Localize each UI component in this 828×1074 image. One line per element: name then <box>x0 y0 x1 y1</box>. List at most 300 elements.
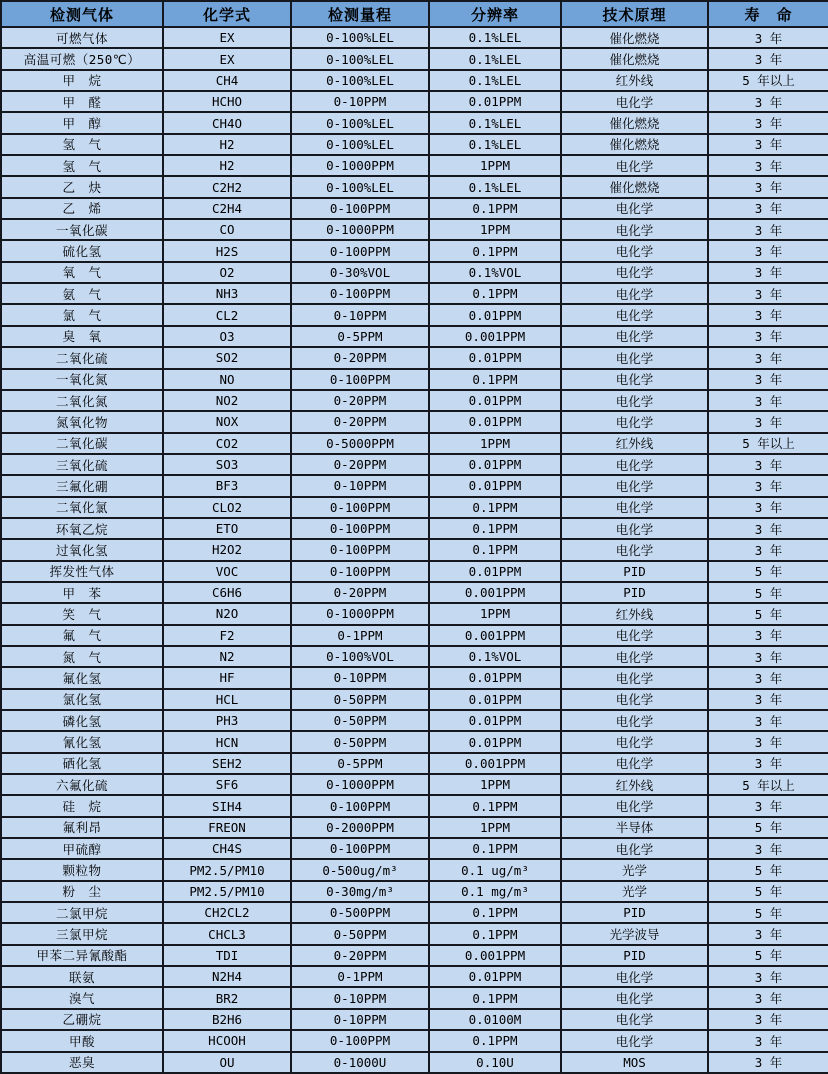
cell-gas: 乙硼烷 <box>1 1009 163 1030</box>
cell-principle: 红外线 <box>561 603 708 624</box>
cell-gas: 氢 气 <box>1 155 163 176</box>
cell-formula: BR2 <box>163 987 291 1008</box>
cell-life: 3 年 <box>708 304 828 325</box>
cell-formula: NH3 <box>163 283 291 304</box>
cell-resolution: 0.1PPM <box>429 198 561 219</box>
cell-principle: 电化学 <box>561 390 708 411</box>
cell-range: 0-50PPM <box>291 923 429 944</box>
cell-formula: F2 <box>163 625 291 646</box>
cell-principle: 电化学 <box>561 411 708 432</box>
cell-principle: 电化学 <box>561 753 708 774</box>
cell-life: 3 年 <box>708 48 828 69</box>
cell-resolution: 0.01PPM <box>429 667 561 688</box>
table-row <box>1 497 828 518</box>
table-row <box>1 475 828 496</box>
cell-gas: 氮 气 <box>1 646 163 667</box>
cell-resolution: 0.01PPM <box>429 411 561 432</box>
cell-life: 3 年 <box>708 753 828 774</box>
cell-life: 5 年以上 <box>708 433 828 454</box>
cell-range: 0-100%LEL <box>291 70 429 91</box>
cell-gas: 甲 醇 <box>1 112 163 133</box>
table-row <box>1 731 828 752</box>
cell-principle: 电化学 <box>561 838 708 859</box>
cell-formula: PM2.5/PM10 <box>163 859 291 880</box>
table-row <box>1 27 828 48</box>
cell-gas: 颗粒物 <box>1 859 163 880</box>
cell-gas: 氨 气 <box>1 283 163 304</box>
column-header-resolution: 分辨率 <box>429 1 561 27</box>
cell-principle: 红外线 <box>561 70 708 91</box>
cell-principle: 半导体 <box>561 817 708 838</box>
table-header <box>1 1 828 27</box>
cell-formula: PH3 <box>163 710 291 731</box>
cell-gas: 六氟化硫 <box>1 774 163 795</box>
cell-resolution: 0.1%LEL <box>429 176 561 197</box>
cell-life: 5 年 <box>708 603 828 624</box>
cell-formula: HCL <box>163 689 291 710</box>
cell-gas: 恶臭 <box>1 1052 163 1074</box>
cell-principle: 红外线 <box>561 774 708 795</box>
cell-formula: C2H2 <box>163 176 291 197</box>
cell-resolution: 1PPM <box>429 817 561 838</box>
table-row <box>1 987 828 1008</box>
table-row <box>1 859 828 880</box>
cell-range: 0-50PPM <box>291 689 429 710</box>
table-row <box>1 838 828 859</box>
cell-range: 0-1000PPM <box>291 603 429 624</box>
cell-resolution: 0.1PPM <box>429 838 561 859</box>
cell-resolution: 0.01PPM <box>429 304 561 325</box>
cell-range: 0-50PPM <box>291 710 429 731</box>
cell-formula: H2O2 <box>163 539 291 560</box>
table-row <box>1 347 828 368</box>
cell-range: 0-10PPM <box>291 1009 429 1030</box>
cell-resolution: 0.1%LEL <box>429 70 561 91</box>
cell-life: 5 年 <box>708 582 828 603</box>
cell-range: 0-5000PPM <box>291 433 429 454</box>
cell-range: 0-100PPM <box>291 795 429 816</box>
cell-gas: 高温可燃（250℃） <box>1 48 163 69</box>
table-row <box>1 625 828 646</box>
cell-gas: 二氧化碳 <box>1 433 163 454</box>
table-row <box>1 262 828 283</box>
table-row <box>1 881 828 902</box>
cell-life: 3 年 <box>708 539 828 560</box>
column-header-formula: 化学式 <box>163 1 291 27</box>
cell-formula: PM2.5/PM10 <box>163 881 291 902</box>
cell-formula: CH4S <box>163 838 291 859</box>
table-row <box>1 198 828 219</box>
cell-gas: 臭 氧 <box>1 326 163 347</box>
table-body <box>1 27 828 1073</box>
cell-principle: 电化学 <box>561 347 708 368</box>
cell-life: 3 年 <box>708 91 828 112</box>
column-header-principle: 技术原理 <box>561 1 708 27</box>
cell-gas: 甲 烷 <box>1 70 163 91</box>
cell-principle: 电化学 <box>561 304 708 325</box>
cell-range: 0-1000PPM <box>291 155 429 176</box>
cell-range: 0-30mg/m³ <box>291 881 429 902</box>
cell-resolution: 0.1%VOL <box>429 262 561 283</box>
cell-gas: 乙 炔 <box>1 176 163 197</box>
cell-formula: HCOOH <box>163 1030 291 1051</box>
cell-formula: NOX <box>163 411 291 432</box>
cell-formula: C2H4 <box>163 198 291 219</box>
cell-principle: PID <box>561 902 708 923</box>
cell-range: 0-1000PPM <box>291 219 429 240</box>
cell-principle: 催化燃烧 <box>561 112 708 133</box>
cell-principle: 电化学 <box>561 689 708 710</box>
cell-life: 3 年 <box>708 411 828 432</box>
cell-principle: 光学 <box>561 859 708 880</box>
cell-range: 0-5PPM <box>291 753 429 774</box>
cell-principle: 电化学 <box>561 219 708 240</box>
cell-life: 3 年 <box>708 689 828 710</box>
cell-principle: 电化学 <box>561 283 708 304</box>
cell-life: 5 年 <box>708 561 828 582</box>
cell-formula: CH4O <box>163 112 291 133</box>
cell-resolution: 1PPM <box>429 603 561 624</box>
cell-formula: H2 <box>163 134 291 155</box>
cell-resolution: 0.01PPM <box>429 710 561 731</box>
cell-principle: 电化学 <box>561 539 708 560</box>
cell-life: 3 年 <box>708 667 828 688</box>
cell-range: 0-10PPM <box>291 304 429 325</box>
cell-life: 5 年 <box>708 945 828 966</box>
cell-gas: 甲苯二异氰酸酯 <box>1 945 163 966</box>
table-row <box>1 923 828 944</box>
cell-range: 0-100%LEL <box>291 48 429 69</box>
cell-gas: 氟 气 <box>1 625 163 646</box>
cell-gas: 甲酸 <box>1 1030 163 1051</box>
cell-formula: CH2CL2 <box>163 902 291 923</box>
cell-formula: NO <box>163 369 291 390</box>
cell-life: 3 年 <box>708 795 828 816</box>
table-row <box>1 518 828 539</box>
table-row <box>1 1030 828 1051</box>
cell-life: 3 年 <box>708 27 828 48</box>
cell-life: 3 年 <box>708 219 828 240</box>
cell-range: 0-20PPM <box>291 390 429 411</box>
cell-resolution: 0.001PPM <box>429 582 561 603</box>
cell-life: 3 年 <box>708 923 828 944</box>
cell-life: 3 年 <box>708 240 828 261</box>
cell-principle: 电化学 <box>561 454 708 475</box>
cell-gas: 二氧化氮 <box>1 390 163 411</box>
cell-range: 0-100PPM <box>291 838 429 859</box>
cell-principle: 电化学 <box>561 262 708 283</box>
cell-principle: 红外线 <box>561 433 708 454</box>
table-row <box>1 667 828 688</box>
cell-life: 3 年 <box>708 966 828 987</box>
cell-range: 0-30%VOL <box>291 262 429 283</box>
cell-formula: CO2 <box>163 433 291 454</box>
cell-life: 3 年 <box>708 1052 828 1074</box>
cell-range: 0-100PPM <box>291 369 429 390</box>
cell-formula: SO2 <box>163 347 291 368</box>
table-row <box>1 646 828 667</box>
cell-principle: 催化燃烧 <box>561 48 708 69</box>
cell-gas: 三氟化硼 <box>1 475 163 496</box>
cell-resolution: 0.1PPM <box>429 539 561 560</box>
table-row <box>1 1052 828 1074</box>
cell-life: 5 年以上 <box>708 70 828 91</box>
cell-range: 0-20PPM <box>291 347 429 368</box>
cell-life: 3 年 <box>708 454 828 475</box>
cell-life: 3 年 <box>708 497 828 518</box>
cell-gas: 三氧化硫 <box>1 454 163 475</box>
cell-life: 3 年 <box>708 475 828 496</box>
cell-gas: 氯 气 <box>1 304 163 325</box>
cell-formula: BF3 <box>163 475 291 496</box>
cell-resolution: 0.1%VOL <box>429 646 561 667</box>
cell-formula: HCN <box>163 731 291 752</box>
cell-gas: 一氧化碳 <box>1 219 163 240</box>
cell-life: 5 年以上 <box>708 774 828 795</box>
cell-range: 0-100PPM <box>291 240 429 261</box>
cell-life: 5 年 <box>708 859 828 880</box>
cell-range: 0-500ug/m³ <box>291 859 429 880</box>
cell-formula: O3 <box>163 326 291 347</box>
column-header-life: 寿 命 <box>708 1 828 27</box>
cell-life: 3 年 <box>708 134 828 155</box>
cell-gas: 挥发性气体 <box>1 561 163 582</box>
cell-formula: H2S <box>163 240 291 261</box>
cell-principle: 电化学 <box>561 369 708 390</box>
cell-formula: CHCL3 <box>163 923 291 944</box>
cell-principle: 电化学 <box>561 1009 708 1030</box>
cell-range: 0-50PPM <box>291 731 429 752</box>
cell-life: 3 年 <box>708 326 828 347</box>
cell-life: 5 年 <box>708 881 828 902</box>
table-row <box>1 112 828 133</box>
cell-resolution: 0.1PPM <box>429 902 561 923</box>
table-row <box>1 795 828 816</box>
cell-resolution: 0.1PPM <box>429 283 561 304</box>
cell-gas: 磷化氢 <box>1 710 163 731</box>
cell-range: 0-500PPM <box>291 902 429 923</box>
cell-gas: 二氧化氯 <box>1 497 163 518</box>
cell-resolution: 0.01PPM <box>429 561 561 582</box>
cell-gas: 甲 苯 <box>1 582 163 603</box>
cell-range: 0-1PPM <box>291 625 429 646</box>
cell-formula: O2 <box>163 262 291 283</box>
cell-life: 5 年 <box>708 902 828 923</box>
table-row <box>1 369 828 390</box>
table-row <box>1 304 828 325</box>
cell-resolution: 0.1 ug/m³ <box>429 859 561 880</box>
cell-resolution: 0.1PPM <box>429 795 561 816</box>
cell-principle: 催化燃烧 <box>561 134 708 155</box>
cell-formula: HF <box>163 667 291 688</box>
cell-gas: 氟化氢 <box>1 667 163 688</box>
cell-life: 3 年 <box>708 347 828 368</box>
cell-life: 3 年 <box>708 283 828 304</box>
table-row <box>1 539 828 560</box>
cell-gas: 氢 气 <box>1 134 163 155</box>
cell-principle: 电化学 <box>561 497 708 518</box>
cell-resolution: 0.1 mg/m³ <box>429 881 561 902</box>
cell-resolution: 0.1PPM <box>429 923 561 944</box>
cell-range: 0-20PPM <box>291 945 429 966</box>
cell-resolution: 0.01PPM <box>429 390 561 411</box>
table-row <box>1 582 828 603</box>
cell-formula: TDI <box>163 945 291 966</box>
cell-principle: PID <box>561 561 708 582</box>
cell-principle: 电化学 <box>561 1030 708 1051</box>
table-row <box>1 774 828 795</box>
cell-gas: 硫化氢 <box>1 240 163 261</box>
table-row <box>1 240 828 261</box>
cell-resolution: 0.1PPM <box>429 369 561 390</box>
cell-range: 0-100%LEL <box>291 134 429 155</box>
table-row <box>1 411 828 432</box>
cell-life: 3 年 <box>708 369 828 390</box>
cell-formula: EX <box>163 27 291 48</box>
cell-formula: CLO2 <box>163 497 291 518</box>
cell-principle: 电化学 <box>561 646 708 667</box>
table-row <box>1 689 828 710</box>
table-row <box>1 155 828 176</box>
cell-life: 3 年 <box>708 198 828 219</box>
cell-life: 3 年 <box>708 987 828 1008</box>
cell-principle: 电化学 <box>561 240 708 261</box>
cell-gas: 甲 醛 <box>1 91 163 112</box>
table-row <box>1 390 828 411</box>
cell-principle: 电化学 <box>561 731 708 752</box>
cell-range: 0-2000PPM <box>291 817 429 838</box>
cell-formula: H2 <box>163 155 291 176</box>
cell-resolution: 0.1%LEL <box>429 27 561 48</box>
cell-gas: 氮氧化物 <box>1 411 163 432</box>
cell-formula: SIH4 <box>163 795 291 816</box>
cell-range: 0-1000PPM <box>291 774 429 795</box>
cell-life: 3 年 <box>708 176 828 197</box>
cell-gas: 硅 烷 <box>1 795 163 816</box>
cell-gas: 氯化氢 <box>1 689 163 710</box>
cell-principle: 光学 <box>561 881 708 902</box>
cell-principle: 电化学 <box>561 155 708 176</box>
cell-formula: OU <box>163 1052 291 1074</box>
cell-formula: SO3 <box>163 454 291 475</box>
cell-gas: 乙 烯 <box>1 198 163 219</box>
cell-resolution: 0.1PPM <box>429 518 561 539</box>
cell-range: 0-20PPM <box>291 582 429 603</box>
cell-gas: 硒化氢 <box>1 753 163 774</box>
cell-range: 0-1PPM <box>291 966 429 987</box>
cell-resolution: 0.0100M <box>429 1009 561 1030</box>
table-row <box>1 454 828 475</box>
cell-range: 0-100PPM <box>291 1030 429 1051</box>
cell-resolution: 0.01PPM <box>429 689 561 710</box>
cell-gas: 过氧化氢 <box>1 539 163 560</box>
cell-gas: 联氨 <box>1 966 163 987</box>
cell-gas: 笑 气 <box>1 603 163 624</box>
cell-life: 3 年 <box>708 625 828 646</box>
cell-resolution: 0.01PPM <box>429 347 561 368</box>
table-row <box>1 176 828 197</box>
cell-range: 0-100PPM <box>291 539 429 560</box>
table-row <box>1 433 828 454</box>
cell-life: 5 年 <box>708 817 828 838</box>
cell-life: 3 年 <box>708 838 828 859</box>
cell-formula: NO2 <box>163 390 291 411</box>
cell-formula: N2 <box>163 646 291 667</box>
cell-range: 0-100PPM <box>291 497 429 518</box>
cell-range: 0-100%VOL <box>291 646 429 667</box>
cell-resolution: 0.001PPM <box>429 753 561 774</box>
table-row <box>1 48 828 69</box>
cell-formula: FREON <box>163 817 291 838</box>
cell-range: 0-10PPM <box>291 475 429 496</box>
table-row <box>1 283 828 304</box>
table-row <box>1 817 828 838</box>
cell-formula: N2H4 <box>163 966 291 987</box>
cell-range: 0-100PPM <box>291 198 429 219</box>
cell-gas: 溴气 <box>1 987 163 1008</box>
cell-gas: 甲硫醇 <box>1 838 163 859</box>
cell-gas: 二氯甲烷 <box>1 902 163 923</box>
table-row <box>1 219 828 240</box>
cell-principle: 电化学 <box>561 795 708 816</box>
table-row <box>1 326 828 347</box>
cell-range: 0-10PPM <box>291 987 429 1008</box>
cell-range: 0-10PPM <box>291 667 429 688</box>
table-row <box>1 134 828 155</box>
cell-life: 3 年 <box>708 646 828 667</box>
cell-principle: 电化学 <box>561 326 708 347</box>
cell-range: 0-100%LEL <box>291 27 429 48</box>
column-header-range: 检测量程 <box>291 1 429 27</box>
table-row <box>1 710 828 731</box>
cell-formula: CH4 <box>163 70 291 91</box>
cell-gas: 氧 气 <box>1 262 163 283</box>
table-row <box>1 945 828 966</box>
cell-resolution: 0.01PPM <box>429 91 561 112</box>
cell-formula: ETO <box>163 518 291 539</box>
cell-life: 3 年 <box>708 155 828 176</box>
cell-range: 0-20PPM <box>291 411 429 432</box>
cell-range: 0-100%LEL <box>291 112 429 133</box>
cell-resolution: 1PPM <box>429 219 561 240</box>
cell-life: 3 年 <box>708 112 828 133</box>
cell-formula: CL2 <box>163 304 291 325</box>
cell-resolution: 1PPM <box>429 155 561 176</box>
cell-resolution: 0.10U <box>429 1052 561 1074</box>
table-row <box>1 561 828 582</box>
table-row <box>1 902 828 923</box>
cell-range: 0-100PPM <box>291 518 429 539</box>
cell-formula: EX <box>163 48 291 69</box>
cell-principle: 电化学 <box>561 667 708 688</box>
cell-principle: 光学波导 <box>561 923 708 944</box>
cell-formula: SEH2 <box>163 753 291 774</box>
cell-range: 0-100PPM <box>291 283 429 304</box>
cell-life: 3 年 <box>708 731 828 752</box>
cell-formula: SF6 <box>163 774 291 795</box>
cell-principle: 电化学 <box>561 91 708 112</box>
cell-principle: MOS <box>561 1052 708 1074</box>
cell-principle: 催化燃烧 <box>561 27 708 48</box>
cell-resolution: 0.001PPM <box>429 326 561 347</box>
cell-resolution: 0.1PPM <box>429 240 561 261</box>
cell-formula: B2H6 <box>163 1009 291 1030</box>
cell-range: 0-100PPM <box>291 561 429 582</box>
cell-range: 0-1000U <box>291 1052 429 1074</box>
cell-principle: 电化学 <box>561 987 708 1008</box>
cell-principle: 电化学 <box>561 518 708 539</box>
cell-gas: 氟利昂 <box>1 817 163 838</box>
